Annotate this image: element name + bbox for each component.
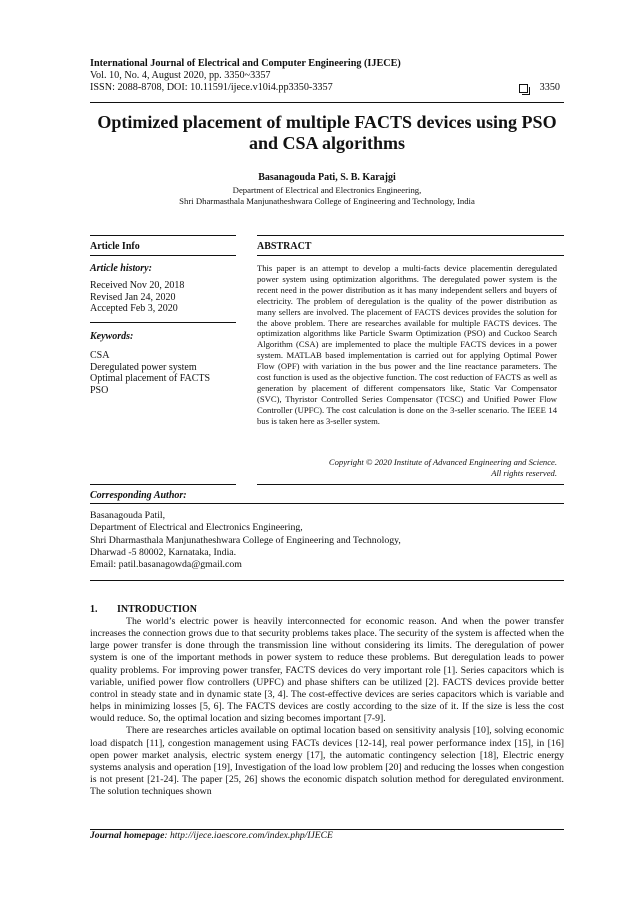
- intro-number: 1.: [90, 604, 98, 615]
- corr-college: Shri Dharmasthala Manjunatheshwara College of Engineering and Technology,: [90, 534, 401, 546]
- copyright-line: Copyright © 2020 Institute of Advanced Engineering and Science.: [328, 457, 557, 467]
- journal-header: [90, 58, 560, 95]
- rights-line: All rights reserved.: [491, 468, 557, 478]
- corresponding-rule: [90, 503, 564, 504]
- journal-homepage: [90, 830, 333, 841]
- corr-email: Email: patil.basanagowda@gmail.com: [90, 559, 242, 571]
- journal-name: International Journal of Electrical and Computer Engineering (IJECE): [90, 58, 401, 69]
- intro-paragraph-1: The world’s electric power is heavily interconnected for economic reason. And when the power transfer increases the connection grows due to that security problems takes place. The security of the system is affected when the large power transfer is done through the transmission line without considering its limits. The deregulation of power system is one of the important methods in power system to reduce these problems. But deregulation leads to power quality problems. For improving power transfer, FACTS devices do very important role [1]. Series capacitors which is variable, unified power flow controllers (UPFC) and phase shifters can be utilized [2]. FACTS devices provide better control in steady state and in dynamic state [3, 4]. The cost-effective devices are series capacitors which is variable and helps in minimizing losses [5, 6]. The FACTS devices are costly according to the size of it. If the size is less the cost would reduce. So, the optimal location and sizing becomes important [7-9].: [90, 616, 564, 725]
- copyright: [257, 457, 557, 479]
- keywords-label: Keywords:: [90, 331, 134, 342]
- history-list: [90, 280, 184, 315]
- abstract-sub-rule: [257, 255, 564, 256]
- affiliation-college: Shri Dharmasthala Manjunatheshwara College of Engineering and Technology, India: [179, 196, 475, 206]
- corr-dept: Department of Electrical and Electronics Engineering,: [90, 522, 303, 534]
- keyword-item: Deregulated power system: [90, 361, 197, 373]
- keyword-item: CSA: [90, 350, 110, 361]
- corresponding-details: [90, 510, 401, 571]
- history-revised: Revised Jan 24, 2020: [90, 291, 176, 303]
- volume-line: Vol. 10, No. 4, August 2020, pp. 3350~3357: [90, 70, 271, 82]
- history-accepted: Accepted Feb 3, 2020: [90, 303, 178, 315]
- affiliation: [90, 185, 564, 207]
- keyword-item: PSO: [90, 384, 109, 396]
- corr-address: Dharwad -5 80002, Karnataka, India.: [90, 546, 237, 558]
- intro-heading: [90, 604, 197, 615]
- page-number: 3350: [539, 82, 560, 94]
- keywords-list: [90, 350, 210, 396]
- history-label: Article history:: [90, 263, 152, 274]
- authors: Basanagouda Pati, S. B. Karajgi: [258, 172, 396, 183]
- abstract-heading: ABSTRACT: [257, 241, 312, 252]
- page-box-icon: [519, 84, 528, 93]
- intro-title: INTRODUCTION: [117, 604, 198, 615]
- abstract-bottom-rule: [257, 484, 564, 485]
- intro-paragraph-2: There are researches articles available on optimal location based on sensitivity analysis [10], solving economic load dispatch [11], congestion management using FACTs devices [12-14], real power performance index [15], in [16] open power market analysis, electric system energy [17], the automatic contingency selection [18], Electric energy systems analysis and operation [19], Investigation of the load low problem [20] and reducing the losses when congestion is not present [21-24]. The paper [25, 26] shows the economic dispatch solution method for deregulated environment. The solution techniques shown: [90, 725, 564, 798]
- page-number-group: [519, 82, 560, 94]
- affiliation-dept: Department of Electrical and Electronics Engineering,: [232, 185, 422, 195]
- corresponding-label: Corresponding Author:: [90, 490, 187, 501]
- keywords-rule: [90, 322, 236, 323]
- article-info-bottom-rule: [90, 484, 236, 485]
- article-info-top-rule: [90, 235, 236, 236]
- corr-name: Basanagouda Patil,: [90, 510, 166, 521]
- header-rule: [90, 102, 564, 103]
- paper-title: Optimized placement of multiple FACTS devices using PSO and CSA algorithms: [97, 112, 557, 153]
- history-received: Received Nov 20, 2018: [90, 280, 185, 291]
- info-box-bottom-rule: [90, 580, 564, 581]
- homepage-url[interactable]: : http://ijece.iaescore.com/index.php/IJECE: [164, 830, 333, 841]
- issn-line: ISSN: 2088-8708, DOI: 10.11591/ijece.v10i4.pp3350-3357: [90, 82, 333, 94]
- intro-body: [90, 616, 564, 798]
- abstract-text: This paper is an attempt to develop a multi-facts device placementin deregulated power system using optimization algorithms. The deregulated power system is the recent need in the power distribution as it has many independent sellers and buyers of electricity. The problem of deregulation is the quality of the power distribution as many sellers are involved. The placement of FACTS devices provides the solution for the above problem. There are researches available for multiple FACTS devices. The optimization algorithms like Particle Swarm Optimization (PSO) and Cuckoo Search Algorithm (CSA) are implemented to place the multiple FACTS devices in a power system. MATLAB based implementation is carried out for applying Optimal Power Flow (OPF) with variation in the bus power and the line reactance parameters. The cost function is used as the objective function. The cost reduction of FACTS as well as generation by placement of different compensators like, Static Var Compensator (SVC), Thyristor Controlled Series Compensator (TCSC) and Unified Power Flow Controller (UPFC). The cost calculation is done on the 3-seller scenario. The IEEE 14 bus is taken here as 3-seller system.: [257, 263, 557, 426]
- keyword-item: Optimal placement of FACTS: [90, 373, 211, 385]
- homepage-label: Journal homepage: [90, 830, 165, 841]
- issn-row: [90, 82, 560, 94]
- article-info-heading: Article Info: [90, 241, 140, 252]
- article-info-sub-rule: [90, 255, 236, 256]
- abstract-top-rule: [257, 235, 564, 236]
